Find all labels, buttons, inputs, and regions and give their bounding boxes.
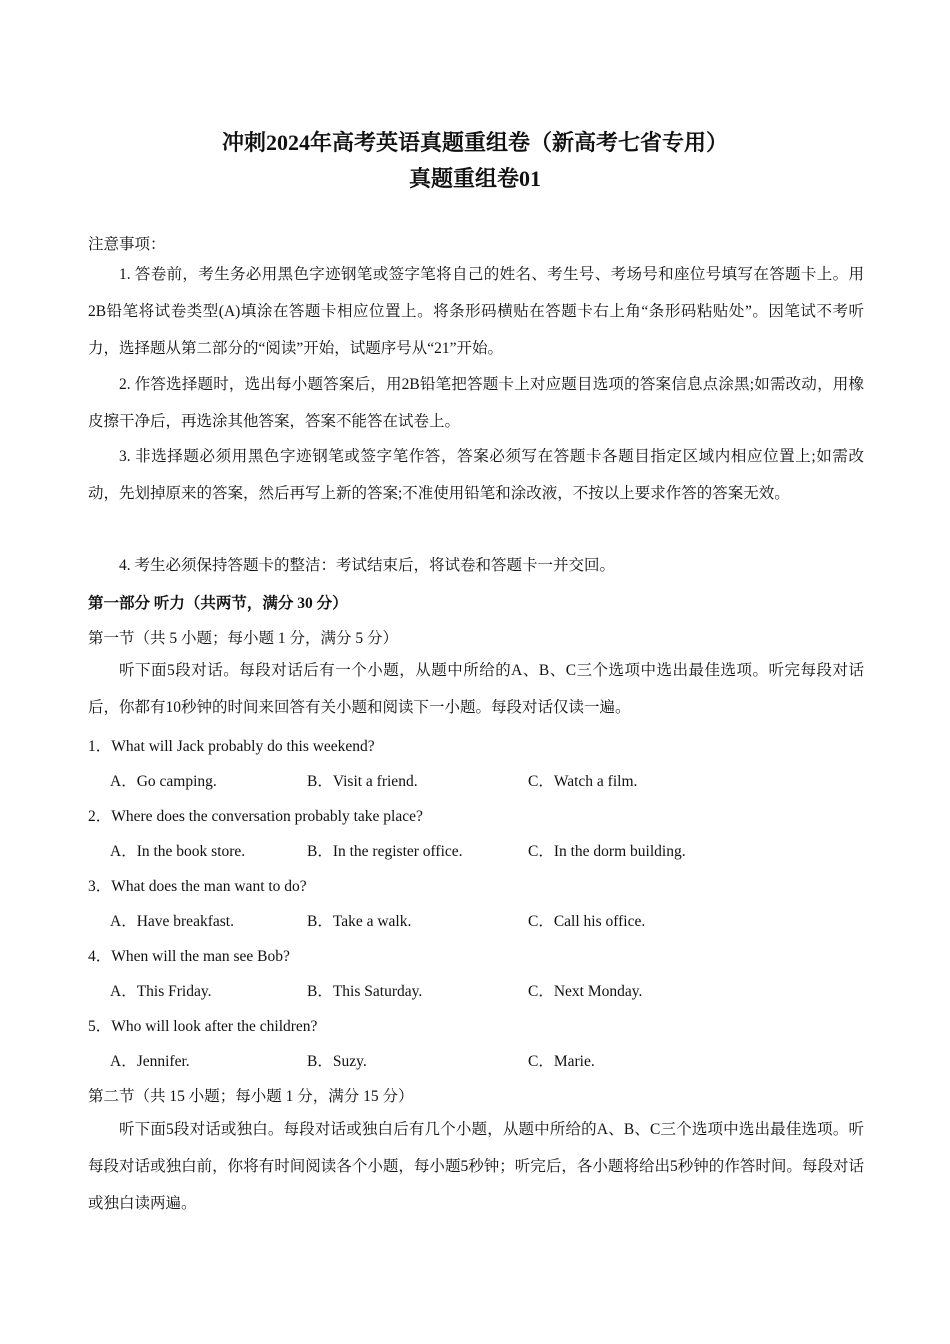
notice-item-2: 2. 作答选择题时，选出每小题答案后，用2B铅笔把答题卡上对应题目选项的答案信息点涂黑;如需改动，用橡皮擦干净后，再选涂其他答案，答案不能答在试卷上。 [88, 376, 864, 430]
question-2-option-c: C．In the dorm building. [528, 843, 686, 860]
section1-instructions: 听下面5段对话。每段对话后有一个小题，从题中所给的A、B、C三个选项中选出最佳选项。听完每段对话后，你都有10秒钟的时间来回答有关小题和阅读下一小题。每段对话仅读一遍。 [88, 662, 864, 716]
notice-item-1: 1. 答卷前，考生务必用黑色字迹钢笔或签字笔将自己的姓名、考生号、考场号和座位号填写在答题卡上。用2B铅笔将试卷类型(A)填涂在答题卡相应位置上。将条形码横贴在答题卡右上角“条形码粘贴处”。因笔试不考听力，选择题从第二部分的“阅读”开始，试题序号从“21”开始。 [88, 266, 864, 357]
question-1-option-a: A．Go camping. [110, 773, 217, 790]
exam-title: 冲刺2024年高考英语真题重组卷（新高考七省专用） [221, 130, 728, 155]
question-text: What will Jack probably do this weekend? [111, 738, 375, 755]
question-number: 2． [88, 808, 112, 825]
question-text: Where does the conversation probably take place? [111, 808, 423, 825]
question-3-option-c: C．Call his office. [528, 913, 646, 930]
question-3 [88, 874, 307, 896]
question-5-option-a: A．Jennifer. [110, 1053, 190, 1070]
question-1-option-c: C．Watch a film. [528, 773, 638, 790]
question-4 [88, 944, 290, 966]
section1-heading: 第一节（共 5 小题；每小题 1 分，满分 5 分） [88, 630, 399, 647]
section2-heading: 第二节（共 15 小题；每小题 1 分，满分 15 分） [88, 1088, 414, 1105]
question-3-option-b: B．Take a walk. [307, 913, 412, 930]
part1-heading: 第一部分 听力（共两节，满分 30 分） [88, 595, 348, 612]
question-4-option-c: C．Next Monday. [528, 983, 643, 1000]
question-number: 3． [88, 878, 112, 895]
question-5-option-b: B．Suzy. [307, 1053, 367, 1070]
question-number: 1． [88, 738, 112, 755]
question-2 [88, 804, 423, 826]
question-number: 4． [88, 948, 112, 965]
question-text: Who will look after the children? [111, 1018, 318, 1035]
question-2-option-b: B．In the register office. [307, 843, 463, 860]
question-1-option-b: B．Visit a friend. [307, 773, 418, 790]
exam-subtitle: 真题重组卷01 [408, 166, 541, 191]
question-4-option-a: A．This Friday. [110, 983, 212, 1000]
question-text: What does the man want to do? [111, 878, 307, 895]
question-5 [88, 1014, 317, 1036]
notice-item-4: 4. 考生必须保持答题卡的整洁：考试结束后，将试卷和答题卡一并交回。 [119, 557, 616, 574]
question-3-option-a: A．Have breakfast. [110, 913, 234, 930]
notice-item-3: 3. 非选择题必须用黑色字迹钢笔或签字笔作答，答案必须写在答题卡各题目指定区域内相应位置上;如需改动，先划掉原来的答案，然后再写上新的答案;不准使用铅笔和涂改液，不按以上要求作答的答案无效。 [88, 448, 864, 502]
question-text: When will the man see Bob? [111, 948, 290, 965]
question-1 [88, 734, 375, 756]
question-number: 5． [88, 1018, 112, 1035]
section2-instructions: 听下面5段对话或独白。每段对话或独白后有几个小题，从题中所给的A、B、C三个选项中选出最佳选项。听每段对话或独白前，你将有时间阅读各个小题，每小题5秒钟；听完后，各小题将给出5秒钟的作答时间。每段对话或独白读两遍。 [88, 1121, 864, 1212]
notice-heading: 注意事项： [88, 236, 166, 253]
question-4-option-b: B．This Saturday. [307, 983, 423, 1000]
question-2-option-a: A．In the book store. [110, 843, 246, 860]
question-5-option-c: C．Marie. [528, 1053, 595, 1070]
